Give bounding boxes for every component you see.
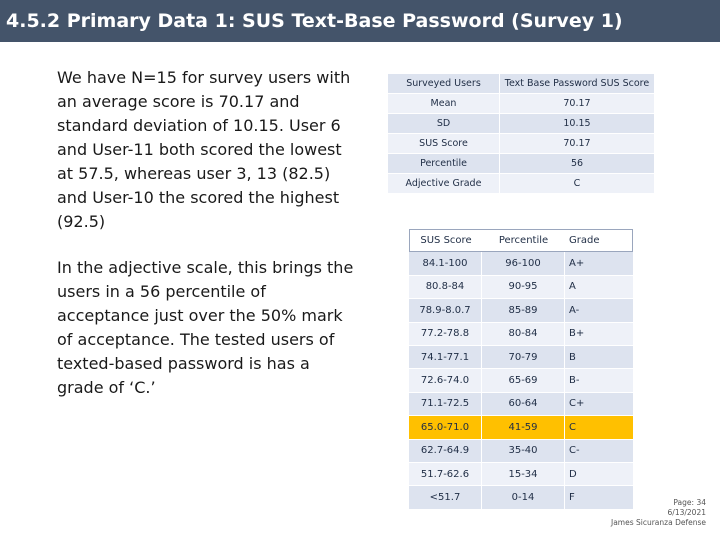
- table-header-row: [388, 74, 654, 94]
- slide-title: 4.5.2 Primary Data 1: SUS Text-Base Password (Survey 1): [0, 0, 720, 42]
- table-row: [409, 346, 633, 369]
- table-cell: 35-40: [482, 440, 565, 463]
- adjective-scale-paragraph: In the adjective scale, this brings the users in a 56 percentile of acceptance just over the 50% mark of acceptance. The tested users of texted-based password is has a grade of ‘C.’: [57, 258, 354, 397]
- table-row: [409, 486, 633, 509]
- table-cell: 65.0-71.0: [409, 416, 482, 439]
- table-cell: 65-69: [482, 369, 565, 392]
- table-cell: 51.7-62.6: [409, 463, 482, 486]
- table-row: [409, 369, 633, 392]
- table-cell: 80.8-84: [409, 276, 482, 299]
- table-cell: 0-14: [482, 486, 565, 509]
- page-number: Page: 34: [673, 498, 706, 507]
- table-cell: C: [500, 174, 654, 194]
- table-row: [409, 276, 633, 299]
- table-row: [409, 440, 633, 463]
- table-cell: C+: [565, 393, 633, 416]
- table-header-cell: Grade: [565, 229, 633, 252]
- table-cell: 74.1-77.1: [409, 346, 482, 369]
- table-cell: Mean: [388, 94, 500, 114]
- table-cell: F: [565, 486, 633, 509]
- table-header-cell: Text Base Password SUS Score: [500, 74, 654, 94]
- table-cell: D: [565, 463, 633, 486]
- table-cell: 78.9-8.0.7: [409, 299, 482, 322]
- table-cell: 71.1-72.5: [409, 393, 482, 416]
- table-row: [388, 174, 654, 194]
- table-cell: 10.15: [500, 114, 654, 134]
- table-cell: 70.17: [500, 134, 654, 154]
- table-header-row: [409, 229, 633, 252]
- table-cell: 60-64: [482, 393, 565, 416]
- table-row: [409, 393, 633, 416]
- footer-date: 6/13/2021: [667, 508, 706, 517]
- footer-author: James Sicuranza Defense: [610, 518, 706, 527]
- table-cell: A+: [565, 252, 633, 275]
- table-row: [409, 323, 633, 346]
- table-cell: C-: [565, 440, 633, 463]
- table-cell: <51.7: [409, 486, 482, 509]
- table-cell: SD: [388, 114, 500, 134]
- table-row: [388, 114, 654, 134]
- table-cell: B: [565, 346, 633, 369]
- table-row: [409, 299, 633, 322]
- table-cell: B-: [565, 369, 633, 392]
- table-cell: A: [565, 276, 633, 299]
- table-cell: 41-59: [482, 416, 565, 439]
- table-cell: B+: [565, 323, 633, 346]
- table-cell: 72.6-74.0: [409, 369, 482, 392]
- table-row: [388, 154, 654, 174]
- table-cell: 90-95: [482, 276, 565, 299]
- table-row: [388, 134, 654, 154]
- table-cell: 96-100: [482, 252, 565, 275]
- table-row-highlighted: [409, 416, 633, 439]
- table-cell: SUS Score: [388, 134, 500, 154]
- table-header-cell: Percentile: [482, 229, 565, 252]
- table-cell: 70.17: [500, 94, 654, 114]
- table-cell: Percentile: [388, 154, 500, 174]
- sus-summary-table: [388, 74, 654, 194]
- sus-grade-scale-table: [409, 229, 633, 510]
- table-row: [388, 94, 654, 114]
- table-row: [409, 252, 633, 275]
- table-row: [409, 463, 633, 486]
- table-header-cell: SUS Score: [409, 229, 482, 252]
- table-cell: 70-79: [482, 346, 565, 369]
- slide-footer: [611, 498, 706, 528]
- table-cell: 62.7-64.9: [409, 440, 482, 463]
- table-cell: C: [565, 416, 633, 439]
- table-cell: 15-34: [482, 463, 565, 486]
- table-cell: 56: [500, 154, 654, 174]
- table-cell: Adjective Grade: [388, 174, 500, 194]
- table-cell: 80-84: [482, 323, 565, 346]
- summary-paragraph: We have N=15 for survey users with an average score is 70.17 and standard deviation of 10.15. User 6 and User-11 both scored the lowest at 57.5, whereas user 3, 13 (82.5) and User-10 the scored the highest (92.5): [57, 68, 351, 231]
- table-cell: A-: [565, 299, 633, 322]
- table-header-cell: Surveyed Users: [388, 74, 500, 94]
- table-cell: 77.2-78.8: [409, 323, 482, 346]
- table-cell: 85-89: [482, 299, 565, 322]
- table-cell: 84.1-100: [409, 252, 482, 275]
